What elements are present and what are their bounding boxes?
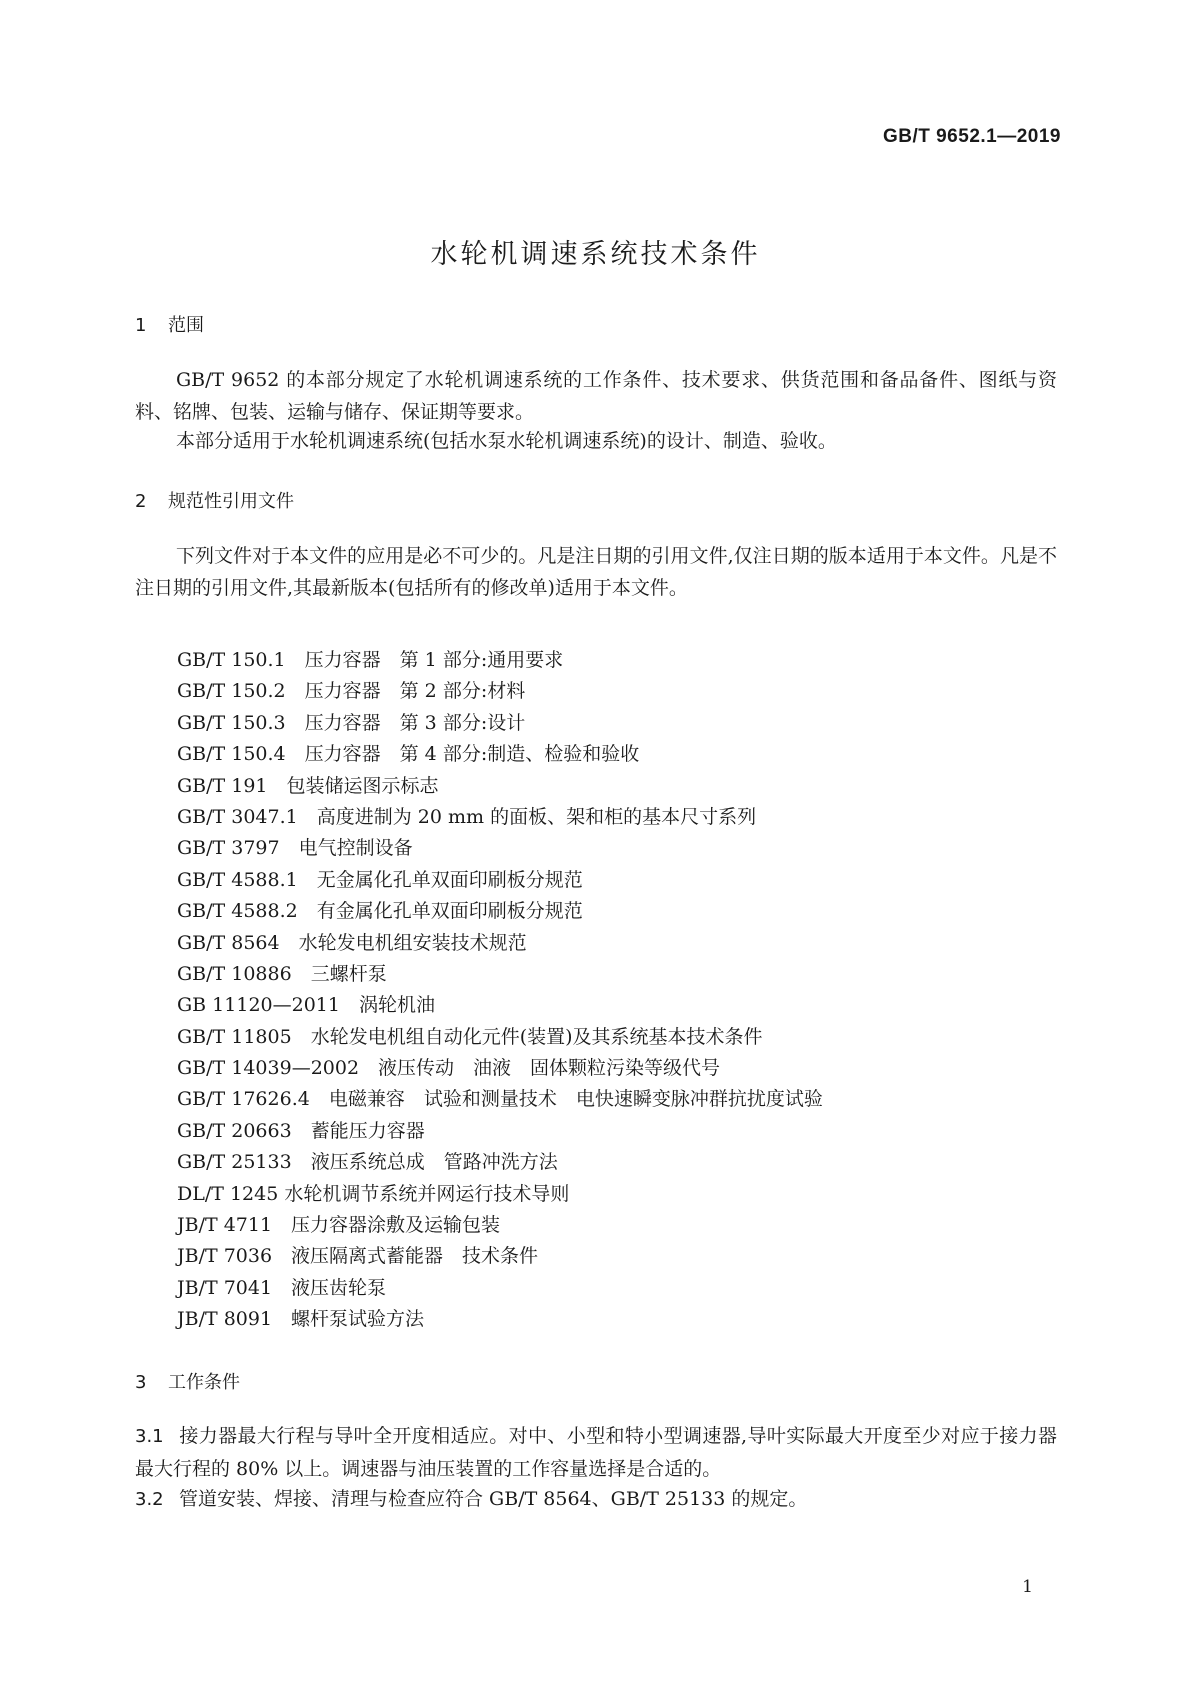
section-3-heading bbox=[135, 1368, 240, 1394]
clause-3-1-text: 接力器最大行程与导叶全开度相适应。对中、小型和特小型调速器,导叶实际最大开度至少对应于接力器最大行程的 80% 以上。调速器与油压装置的工作容量选择是合适的。 bbox=[135, 1425, 1057, 1480]
section-2-paragraph-1: 下列文件对于本文件的应用是必不可少的。凡是注日期的引用文件,仅注日期的版本适用于本文件。凡是不注日期的引用文件,其最新版本(包括所有的修改单)适用于本文件。 bbox=[135, 545, 1057, 599]
reference-item: GB/T 20663 蓄能压力容器 bbox=[177, 1119, 425, 1142]
reference-item: JB/T 4711 压力容器涂敷及运输包装 bbox=[177, 1214, 501, 1237]
clause-3-2-number: 3.2 bbox=[135, 1489, 164, 1510]
reference-item: GB/T 17626.4 电磁兼容 试验和测量技术 电快速瞬变脉冲群抗扰度试验 bbox=[177, 1088, 823, 1111]
section-1-number: 1 bbox=[135, 315, 147, 336]
reference-item: JB/T 8091 螺杆泵试验方法 bbox=[177, 1308, 425, 1331]
section-1-heading bbox=[135, 311, 204, 337]
reference-item: GB/T 4588.1 无金属化孔单双面印刷板分规范 bbox=[177, 868, 583, 891]
reference-item: GB/T 25133 液压系统总成 管路冲洗方法 bbox=[177, 1151, 558, 1174]
document-title: 水轮机调速系统技术条件 bbox=[430, 239, 761, 270]
clause-3-2 bbox=[135, 1483, 1057, 1516]
reference-item: GB/T 3797 电气控制设备 bbox=[177, 837, 413, 860]
reference-item: GB/T 150.3 压力容器 第 3 部分:设计 bbox=[177, 711, 526, 734]
reference-item: DL/T 1245 水轮机调节系统并网运行技术导则 bbox=[177, 1182, 570, 1205]
section-2-heading bbox=[135, 487, 294, 513]
standard-code: GB/T 9652.1—2019 bbox=[882, 126, 1061, 147]
section-1-title: 范围 bbox=[168, 315, 204, 336]
section-2-title: 规范性引用文件 bbox=[168, 491, 294, 512]
reference-item: GB/T 191 包装储运图示标志 bbox=[177, 774, 439, 797]
section-3-number: 3 bbox=[135, 1372, 147, 1393]
section-1-paragraph-1: GB/T 9652 的本部分规定了水轮机调速系统的工作条件、技术要求、供货范围和备品备件、图纸与资料、铭牌、包装、运输与储存、保证期等要求。 bbox=[135, 369, 1057, 423]
section-3-title: 工作条件 bbox=[168, 1372, 240, 1393]
reference-item: GB/T 4588.2 有金属化孔单双面印刷板分规范 bbox=[177, 900, 583, 923]
reference-item: JB/T 7041 液压齿轮泵 bbox=[177, 1276, 387, 1299]
clause-3-1-number: 3.1 bbox=[135, 1426, 164, 1447]
reference-item: GB/T 10886 三螺杆泵 bbox=[177, 962, 387, 985]
reference-item: GB/T 150.2 压力容器 第 2 部分:材料 bbox=[177, 680, 526, 703]
reference-item: GB/T 3047.1 高度进制为 20 mm 的面板、架和柜的基本尺寸系列 bbox=[177, 805, 757, 828]
reference-item: GB/T 14039—2002 液压传动 油液 固体颗粒污染等级代号 bbox=[177, 1057, 721, 1080]
clause-3-1 bbox=[135, 1420, 1057, 1485]
reference-item: JB/T 7036 液压隔离式蓄能器 技术条件 bbox=[177, 1245, 539, 1268]
page-number: 1 bbox=[1022, 1577, 1033, 1597]
section-1-paragraph-2: 本部分适用于水轮机调速系统(包括水泵水轮机调速系统)的设计、制造、验收。 bbox=[176, 430, 837, 452]
section-2-number: 2 bbox=[135, 491, 147, 512]
reference-item: GB/T 150.1 压力容器 第 1 部分:通用要求 bbox=[177, 649, 564, 671]
reference-item: GB/T 8564 水轮发电机组安装技术规范 bbox=[177, 931, 527, 954]
clause-3-2-text: 管道安装、焊接、清理与检查应符合 GB/T 8564、GB/T 25133 的规定。 bbox=[179, 1488, 808, 1510]
reference-item: GB/T 11805 水轮发电机组自动化元件(装置)及其系统基本技术条件 bbox=[177, 1025, 763, 1048]
normative-references-list bbox=[177, 645, 823, 1336]
reference-item: GB/T 150.4 压力容器 第 4 部分:制造、检验和验收 bbox=[177, 743, 640, 766]
reference-item: GB 11120—2011 涡轮机油 bbox=[177, 994, 435, 1017]
